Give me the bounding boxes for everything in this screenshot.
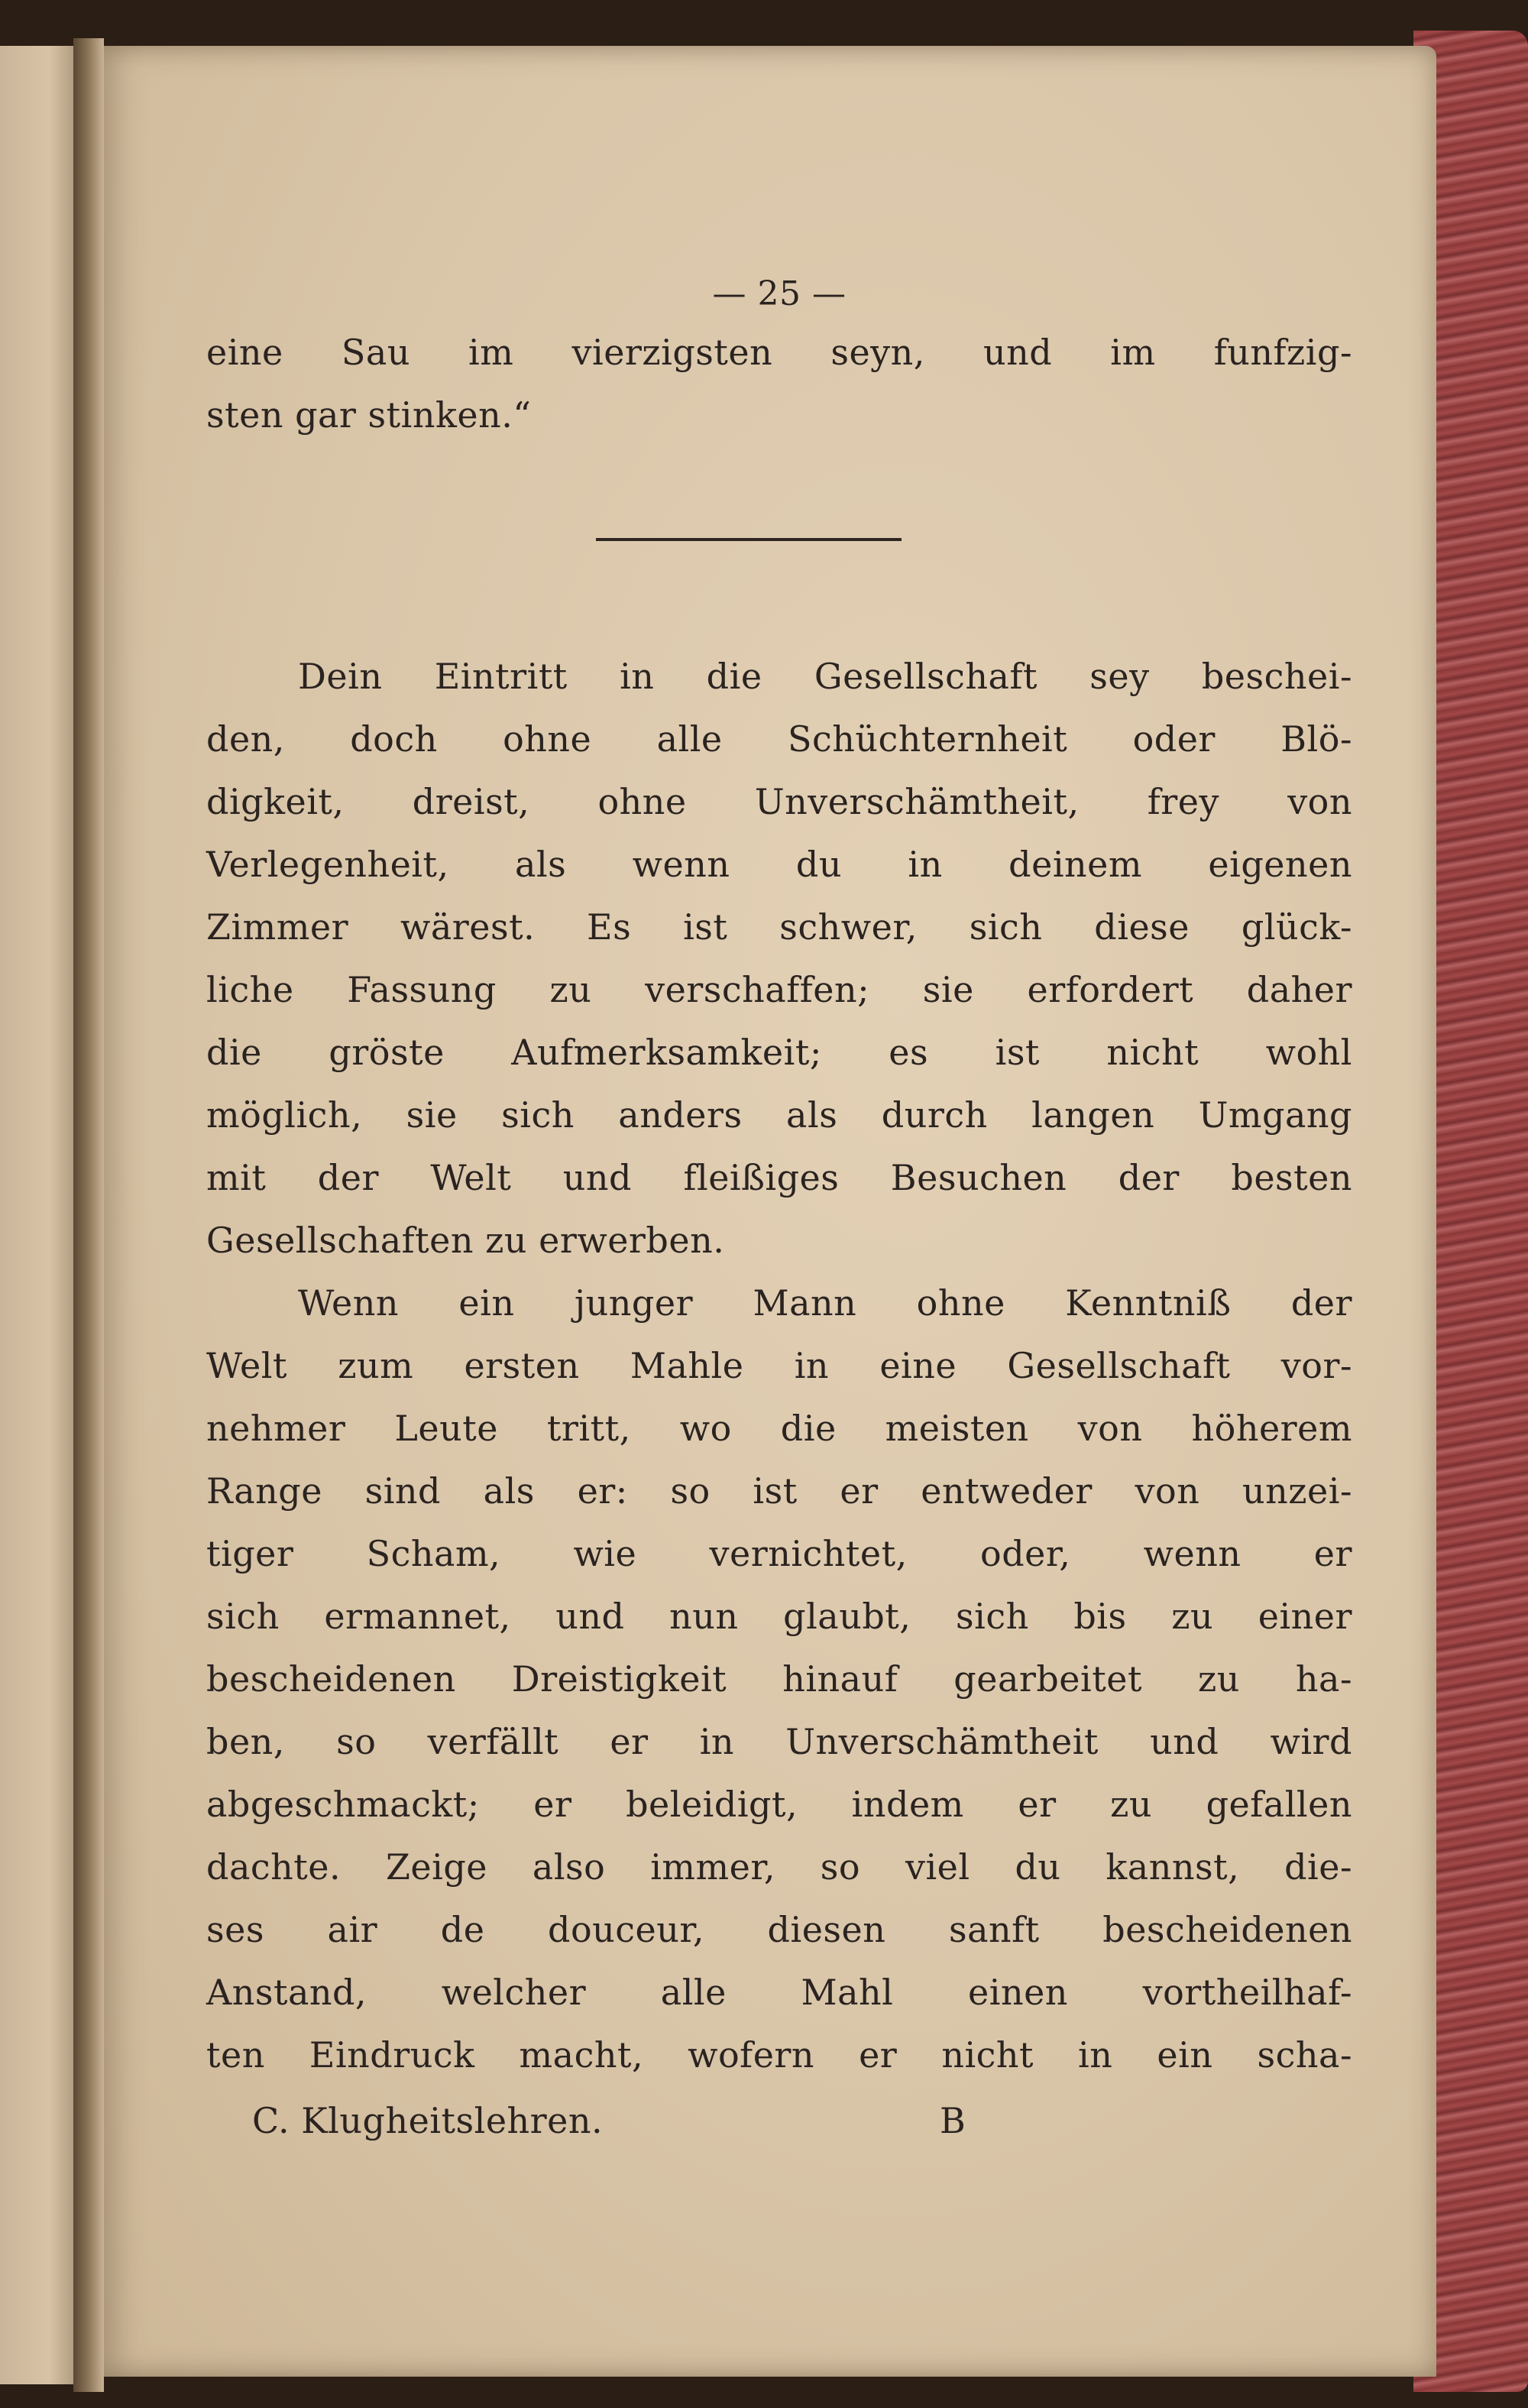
text-line: Dein Eintritt in die Gesellschaft sey beschei-: [298, 656, 1352, 697]
paragraph-2: [206, 1272, 1352, 2086]
text-line: Gesellschaften zu erwerben.: [206, 1220, 725, 1261]
book-page: [92, 46, 1436, 2377]
text-line: liche Fassung zu verschaffen; sie erfordert daher: [206, 969, 1352, 1010]
text-line: Range sind als er: so ist er entweder von unzei-: [206, 1470, 1352, 1512]
text-line: die gröste Aufmerksamkeit; es ist nicht wohl: [206, 1032, 1352, 1073]
page-text: [206, 267, 1352, 2152]
text-line: Verlegenheit, als wenn du in deinem eigenen: [206, 844, 1352, 885]
text-line: möglich, sie sich anders als durch langen Umgang: [206, 1094, 1352, 1136]
text-line: den, doch ohne alle Schüchternheit oder Blö-: [206, 718, 1352, 760]
text-line: Welt zum ersten Mahle in eine Gesellschaft vor-: [206, 1345, 1352, 1386]
left-facing-page: [0, 46, 83, 2384]
text-line: eine Sau im vierzigsten seyn, und im funfzig-: [206, 332, 1352, 373]
paragraph-1: [206, 645, 1352, 1272]
text-line: digkeit, dreist, ohne Unverschämtheit, frey von: [206, 781, 1352, 822]
text-line: Wenn ein junger Mann ohne Kenntniß der: [298, 1282, 1352, 1324]
text-line: ten Eindruck macht, wofern er nicht in ein scha-: [206, 2034, 1352, 2076]
text-line: dachte. Zeige also immer, so viel du kannst, die-: [206, 1846, 1352, 1888]
text-line: bescheidenen Dreistigkeit hinauf gearbeitet zu ha-: [206, 1658, 1352, 1700]
page-footer: [206, 2089, 1352, 2152]
text-line: ses air de douceur, diesen sanft bescheidenen: [206, 1909, 1352, 1950]
text-line: Anstand, welcher alle Mahl einen vortheilhaf-: [206, 1972, 1352, 2013]
section-divider: [206, 446, 1352, 645]
text-line: ben, so verfällt er in Unverschämtheit und wird: [206, 1721, 1352, 1762]
text-line: Zimmer wärest. Es ist schwer, sich diese glück-: [206, 906, 1352, 948]
text-line: sich ermannet, und nun glaubt, sich bis zu einer: [206, 1596, 1352, 1637]
page-number-header: — 25 —: [712, 274, 847, 313]
text-line: nehmer Leute tritt, wo die meisten von höherem: [206, 1408, 1352, 1449]
text-line: mit der Welt und fleißiges Besuchen der besten: [206, 1157, 1352, 1198]
gutter-shadow: [73, 38, 104, 2392]
text-line: tiger Scham, wie vernichtet, oder, wenn er: [206, 1533, 1352, 1574]
text-line: sten gar stinken.“: [206, 394, 532, 436]
text-line: abgeschmackt; er beleidigt, indem er zu gefallen: [206, 1784, 1352, 1825]
gathering-letter: B: [940, 2100, 966, 2141]
signature-mark: C. Klugheitslehren.: [252, 2100, 604, 2141]
divider-rule: [596, 538, 902, 541]
